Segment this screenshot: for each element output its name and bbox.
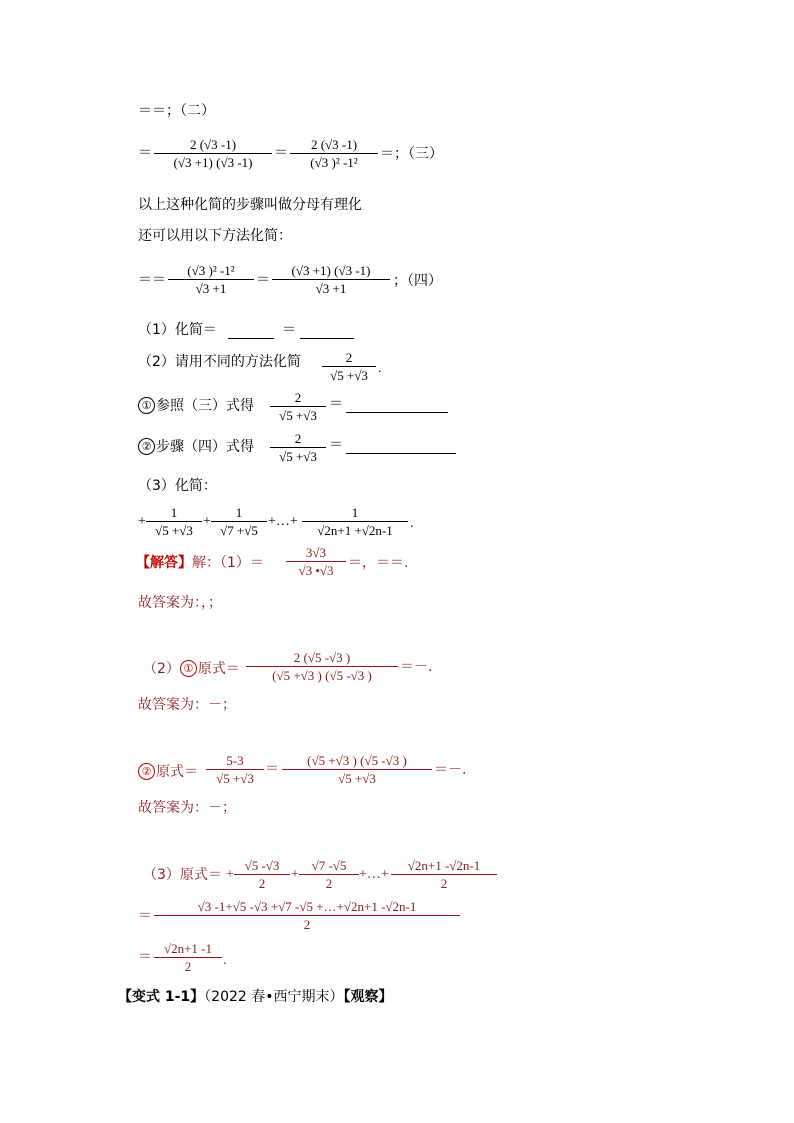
ans3-line3-equals: ＝: [138, 950, 152, 965]
variant-tag: 【变式 1-1】: [118, 989, 205, 1005]
eq4-frac-2-num: (√3 +1) (√3 -1): [291, 263, 371, 278]
variant-heading: [118, 990, 393, 1004]
ans3-frac-line2: √3 -1+√5 -√3 +√7 -√5 +…+√2n+1 -√2n-1 2: [154, 900, 460, 931]
result-2: 故答案为：－；: [138, 697, 236, 713]
q2a-frac: 2 √5 +√3: [270, 391, 326, 422]
result-1: 故答案为：，；: [138, 595, 222, 611]
question-1: （1）化简＝: [138, 322, 217, 338]
q1-blank-1[interactable]: [228, 338, 274, 339]
circle-one-answer-icon: ①: [180, 660, 197, 677]
q2a-blank[interactable]: [346, 412, 448, 413]
q1-equals: ＝: [282, 322, 296, 338]
question-2: （2）请用不同的方法化简: [138, 354, 301, 370]
ans3-frac-1: √5 -√3 2: [234, 859, 290, 890]
eq4-equals: ＝＝: [138, 273, 166, 288]
q2a-equals: ＝: [329, 396, 343, 412]
eq3-equals-2: ＝: [274, 146, 288, 161]
q2-period: .: [378, 361, 382, 376]
ans2a-line: （2） ① 原式＝: [143, 661, 240, 677]
eq3-frac-1: [154, 138, 272, 169]
eq4-frac-2-den: √3 +1: [315, 281, 347, 296]
ans2a-tail: ＝－.: [400, 659, 433, 675]
circle-two-answer-icon: ②: [138, 763, 155, 780]
q2b-equals: ＝: [329, 437, 343, 453]
eq4-frac-1: [168, 264, 254, 295]
ans2b-line: ② 原式＝: [138, 763, 198, 780]
rationalize-text: 以上这种化简的步骤叫做分母有理化: [138, 197, 362, 213]
ans3-frac-3: √2n+1 -√2n-1 2: [391, 859, 497, 890]
sum-frac-2: 1 √7 +√5: [211, 506, 267, 537]
ans2b-equals: ＝: [265, 762, 279, 777]
sum-frac-3: 1 √2n+1 +√2n-1: [302, 506, 408, 537]
sum-period: .: [410, 516, 414, 531]
q1-blank-2[interactable]: [300, 338, 354, 339]
q2a-line: ① 参照（三）式得: [138, 397, 254, 414]
eq3-frac-1-den: (√3 +1) (√3 -1): [173, 155, 253, 170]
ans2b-frac-2: (√5 +√3 ) (√5 -√3 ) √5 +√3: [282, 754, 432, 785]
eq3-frac-1-num: 2 (√3 -1): [189, 137, 237, 152]
q2b-frac: 2 √5 +√3: [270, 432, 326, 463]
eq4-tail: ；（四）: [393, 273, 442, 289]
circle-two-icon: ②: [138, 438, 155, 455]
sum-plus-1: +: [138, 514, 146, 529]
ans2b-frac-1: 5-3 √5 +√3: [206, 754, 264, 785]
eq3-tail: ＝；（三）: [380, 146, 443, 162]
ans3-period: .: [223, 953, 227, 968]
eq3-equals: ＝: [138, 146, 152, 161]
sum-plus-2: +: [203, 514, 211, 529]
question-3: （3）化简：: [138, 478, 217, 494]
eq3-frac-2-den: (√3 )² -1²: [310, 155, 358, 170]
eq3-frac-2: [290, 138, 378, 169]
ans3-frac-2: √7 -√5 2: [299, 859, 359, 890]
ans3-plus-1: +: [226, 867, 234, 882]
eq4-frac-1-den: √3 +1: [195, 281, 227, 296]
ans3-line1-label: （3）原式＝: [143, 867, 222, 883]
eq4-equals-2: ＝: [256, 273, 270, 288]
eq4-frac-1-num: (√3 )² -1²: [187, 263, 235, 278]
q2b-line: ② 步骤（四）式得: [138, 438, 254, 455]
eq4-frac-2: [272, 264, 390, 295]
q2-frac: 2 √5 +√3: [322, 351, 376, 382]
ans1-frac: 3√3 √3 •√3: [286, 546, 346, 577]
answer-part1: 解：（1）＝: [192, 555, 264, 571]
circle-one-icon: ①: [138, 397, 155, 414]
answer-header: [136, 556, 264, 570]
ans1-tail: ＝，＝＝.: [348, 555, 409, 571]
eq3-frac-2-num: 2 (√3 -1): [310, 137, 358, 152]
line-eq-two: ＝＝；（二）: [138, 103, 215, 119]
variant-source: （2022 春•西宁期末）: [204, 989, 344, 1005]
result-3: 故答案为：－；: [138, 800, 236, 816]
ans2b-tail: ＝－.: [434, 762, 467, 778]
sum-frac-1: 1 √5 +√3: [146, 506, 202, 537]
answer-bracket: 【解答】: [136, 555, 192, 571]
variant-observe: 【观察】: [343, 989, 393, 1005]
ans3-plus-2: +: [291, 867, 299, 882]
ans2a-frac: 2 (√5 -√3 ) (√5 +√3 ) (√5 -√3 ): [246, 651, 398, 682]
also-method-text: 还可以用以下方法化简：: [138, 228, 292, 244]
ans3-line2-equals: ＝: [138, 909, 152, 924]
sum-dots: +…+: [268, 514, 298, 529]
ans3-frac-line3: √2n+1 -1 2: [154, 942, 222, 973]
ans3-dots: +…+: [359, 867, 389, 882]
q2b-blank[interactable]: [346, 453, 456, 454]
